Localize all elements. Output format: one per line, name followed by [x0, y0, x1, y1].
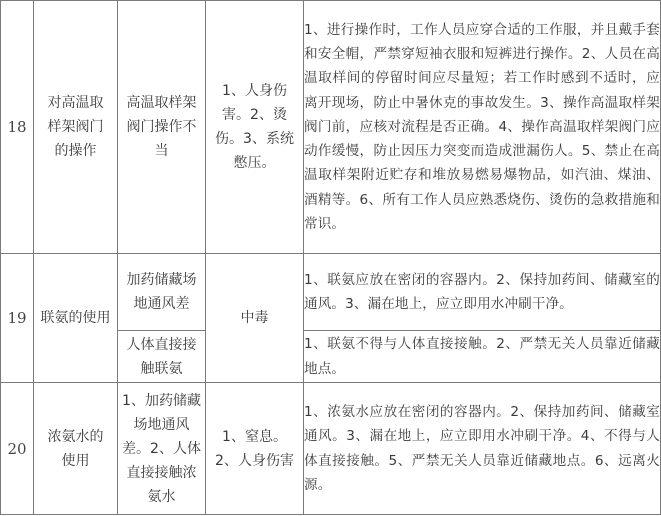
- hazard-source-text: 1、加药储藏场地通风差。2、人体直接接触浓氨水: [122, 392, 201, 505]
- row-number: 19: [1, 254, 34, 383]
- operation-cell: [34, 1, 118, 254]
- consequence-cell: [206, 383, 304, 515]
- consequence-text: 1、窒息。2、人身伤害: [215, 428, 294, 469]
- operation-text: 对高温取样架阀门的操作: [47, 95, 104, 159]
- hazard-source-text: 人体直接接触联氨: [126, 336, 197, 377]
- control-measures-cell: 1、进行操作时，工作人员应穿合适的工作服，并且戴手套和安全帽，严禁穿短袖衣服和短裤进行操作。2、人员在高温取样间的停留时间应尽量短；若工作时感到不适时，应离开现场，防止中暑休克的事故发生。3、操作高温取样架阀门前，应核对流程是否正确。4、操作高温取样架阀门应动作缓慢，防止因压力突变而造成泄漏伤人。5、禁止在高温取样架附近贮存和堆放易燃易爆物品，如汽油、煤油、酒精等。6、所有工作人员应熟悉烧伤、烫伤的急救措施和常识。: [304, 1, 661, 254]
- consequence-text: 1、人身伤害。2、烫伤。3、系统憋压。: [215, 83, 294, 171]
- control-measures-cell: 1、联氨应放在密闭的容器内。2、保持加药间、储藏室的通风。3、漏在地上，应立即用水冲刷干净。: [304, 254, 661, 331]
- hazard-source-cell: [118, 383, 206, 515]
- operation-cell: 联氨的使用: [34, 254, 118, 383]
- consequence-cell: [206, 1, 304, 254]
- consequence-cell: 中毒: [206, 254, 304, 383]
- hazard-source-cell: [118, 331, 206, 383]
- table-row: [1, 1, 661, 254]
- hazard-source-text: 加药储藏场地通风差: [126, 272, 197, 312]
- control-measures-cell: 1、浓氨水应放在密闭的容器内。2、保持加药间、储藏室通风。3、漏在地上，应立即用水冲刷干净。4、不得与人体直接接触。5、严禁无关人员靠近储藏地点。6、远离火源。: [304, 383, 661, 515]
- operation-text: 浓氨水的使用: [47, 428, 104, 469]
- control-measures-cell: 1、联氨不得与人体直接接触。2、严禁无关人员靠近储藏地点。: [304, 331, 661, 383]
- operation-cell: [34, 383, 118, 515]
- table-row: [1, 383, 661, 515]
- row-number: 18: [1, 1, 34, 254]
- row-number: 20: [1, 383, 34, 515]
- hazard-source-cell: [118, 254, 206, 331]
- hazard-source-text: 高温取样架阀门操作不当: [126, 95, 197, 159]
- hazard-source-cell: [118, 1, 206, 254]
- table-row: [1, 254, 661, 331]
